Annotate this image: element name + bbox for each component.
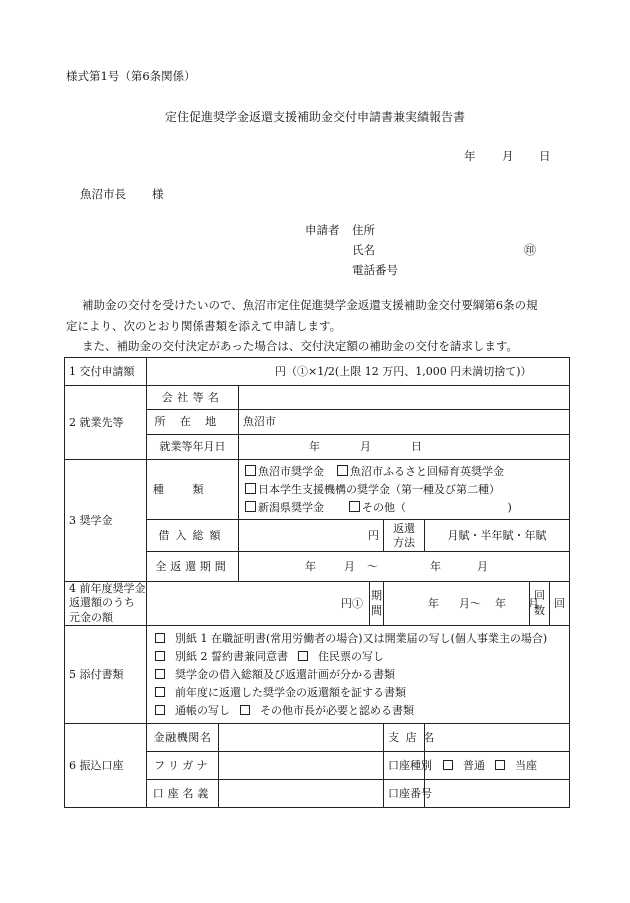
body-paragraph-1: 補助金の交付を受けたいので、魚沼市定住促進奨学金返還支援補助金交付要綱第6条の規	[82, 298, 538, 312]
section-label-4-line2: 返還額のうち	[69, 596, 135, 610]
checkbox-icon[interactable]	[245, 483, 256, 494]
attachment-item: 別紙 2 誓約書兼同意書	[175, 649, 288, 663]
repay-method-label-line1: 返還	[393, 522, 415, 536]
checkbox-icon[interactable]	[495, 760, 505, 770]
address-label: 住所	[352, 223, 375, 237]
count-field[interactable]: 回	[550, 582, 570, 626]
principal-yen-mark: 円①	[239, 582, 370, 626]
seal-mark: ㊞	[524, 243, 537, 257]
checkbox-icon[interactable]	[155, 651, 165, 661]
period-label-line2: 間	[371, 603, 382, 617]
period-year-start: 年	[305, 559, 316, 573]
employment-month-label: 月	[360, 440, 371, 454]
body-paragraph-3: また、補助金の交付決定があった場合は、交付決定額の補助金の交付を請求します。	[82, 339, 518, 353]
attachment-item: 別紙 1 在職証明書(常用労働者の場合)又は開業届の写し(個人事業主の場合)	[175, 631, 548, 645]
account-type-options	[425, 752, 570, 780]
bank-name-label: 金融機関名	[147, 724, 219, 752]
form-number: 様式第1号（第6条関係）	[66, 69, 196, 83]
checkbox-icon[interactable]	[155, 669, 165, 679]
checkbox-icon[interactable]	[298, 651, 308, 661]
scholarship-type-options	[239, 460, 570, 520]
applicant-label: 申請者	[305, 223, 340, 237]
section-label-6: 6 振込口座	[65, 724, 147, 808]
name-label: 氏名	[352, 243, 375, 257]
payment-period-field[interactable]	[384, 582, 539, 626]
row-bank	[65, 724, 570, 752]
checkbox-icon[interactable]	[155, 687, 165, 697]
option-other-scholarship: その他（	[362, 500, 406, 514]
employment-day-label: 日	[411, 440, 422, 454]
location-field[interactable]: 魚沼市	[239, 410, 570, 435]
attachment-item: 住民票の写し	[318, 649, 384, 663]
repay-period-label: 全返還期間	[147, 552, 239, 582]
date-month-label: 月	[502, 149, 514, 163]
period-month-end: 月	[477, 559, 488, 573]
section-label-4-line1: 4 前年度奨学金	[69, 582, 146, 596]
account-type-label: 口座種別	[384, 752, 425, 780]
checkbox-icon[interactable]	[240, 705, 250, 715]
period-year-end: 年	[430, 559, 441, 573]
document-title: 定住促進奨学金返還支援補助金交付申請書兼実績報告書	[164, 110, 465, 124]
checkbox-icon[interactable]	[245, 501, 256, 512]
period-month-start: 月	[344, 559, 355, 573]
application-form-table	[64, 357, 570, 808]
attachments-list	[147, 626, 570, 724]
section-label-1: 1 交付申請額	[65, 358, 147, 386]
row-scholarship-type	[65, 460, 570, 520]
section-label-2: 2 就業先等	[65, 386, 147, 460]
addressee-suffix: 様	[152, 187, 164, 201]
row-company	[65, 386, 570, 410]
employment-year-label: 年	[309, 440, 320, 454]
period-tilde: ～	[367, 559, 378, 573]
count-label-line2: 数	[534, 603, 545, 617]
section-label-4	[65, 582, 147, 626]
period-label	[370, 582, 384, 626]
location-label: 所在地	[147, 410, 239, 435]
attachment-item: 奨学金の借入総額及び返還計画が分かる書類	[175, 667, 395, 681]
account-number-label: 口座番号	[384, 780, 425, 808]
loan-total-label: 借入総額	[147, 520, 239, 552]
pay-year-start: 年	[428, 596, 439, 610]
account-holder-label: 口座名義	[147, 780, 219, 808]
repay-period-field[interactable]	[239, 552, 570, 582]
option-niigata-scholarship: 新潟県奨学金	[258, 500, 324, 514]
branch-name-field[interactable]	[425, 724, 570, 752]
attachment-item: その他市長が必要と認める書類	[260, 703, 414, 717]
repay-method-label-line2: 方法	[393, 535, 415, 549]
pay-month-end: 月	[528, 596, 539, 610]
furigana-label: フリガナ	[147, 752, 219, 780]
date-year-label: 年	[464, 149, 476, 163]
checkbox-icon[interactable]	[245, 465, 256, 476]
period-label-line1: 期	[371, 589, 382, 603]
repay-method-options[interactable]: 月賦・半年賦・年賦	[425, 520, 570, 552]
row-attachments	[65, 626, 570, 724]
option-uonuma-scholarship: 魚沼市奨学金	[258, 464, 324, 478]
checkbox-icon[interactable]	[155, 633, 165, 643]
scholarship-type-label: 種類	[147, 460, 239, 520]
attachment-item: 通帳の写し	[175, 703, 230, 717]
checkbox-icon[interactable]	[337, 465, 348, 476]
option-furusato-scholarship: 魚沼市ふるさと回帰育英奨学金	[350, 464, 504, 478]
employment-date-label: 就業等年月日	[147, 435, 239, 460]
date-day-label: 日	[539, 149, 551, 163]
company-name-field[interactable]	[239, 386, 570, 410]
row-previous-year-principal	[65, 582, 570, 626]
company-name-label: 会社等名	[147, 386, 239, 410]
other-close-paren: )	[507, 500, 512, 514]
loan-total-field[interactable]: 円	[239, 520, 384, 552]
account-type-current: 当座	[515, 758, 537, 772]
bank-name-field[interactable]	[219, 724, 384, 752]
pay-year-end: 年	[495, 596, 506, 610]
attachment-item: 前年度に返還した奨学金の返還額を証する書類	[175, 685, 406, 699]
furigana-field[interactable]	[219, 752, 384, 780]
account-type-ordinary: 普通	[463, 758, 485, 772]
body-paragraph-2: 定により、次のとおり関係書類を添えて申請します。	[66, 319, 342, 333]
checkbox-icon[interactable]	[443, 760, 453, 770]
pay-month-start: 月～	[459, 596, 481, 610]
row-application-amount	[65, 358, 570, 386]
phone-label: 電話番号	[352, 263, 398, 277]
account-holder-field[interactable]	[219, 780, 384, 808]
option-jasso-scholarship: 日本学生支援機構の奨学金（第一種及び第二種）	[258, 482, 500, 496]
branch-name-label: 支店名	[384, 724, 425, 752]
checkbox-icon[interactable]	[349, 501, 360, 512]
section-label-4-line3: 元金の額	[69, 610, 113, 624]
section-label-3: 3 奨学金	[65, 460, 147, 582]
section-label-5: 5 添付書類	[65, 626, 147, 724]
count-label-line1: 回	[534, 589, 545, 603]
application-amount-field[interactable]: 円（①×1/2(上限 12 万円、1,000 円未満切捨て)）	[147, 358, 570, 386]
checkbox-icon[interactable]	[155, 705, 165, 715]
repay-method-label	[384, 520, 425, 552]
principal-amount-field[interactable]	[147, 582, 239, 626]
account-number-field[interactable]	[425, 780, 570, 808]
addressee: 魚沼市長	[80, 187, 126, 201]
employment-date-field[interactable]	[239, 435, 570, 460]
